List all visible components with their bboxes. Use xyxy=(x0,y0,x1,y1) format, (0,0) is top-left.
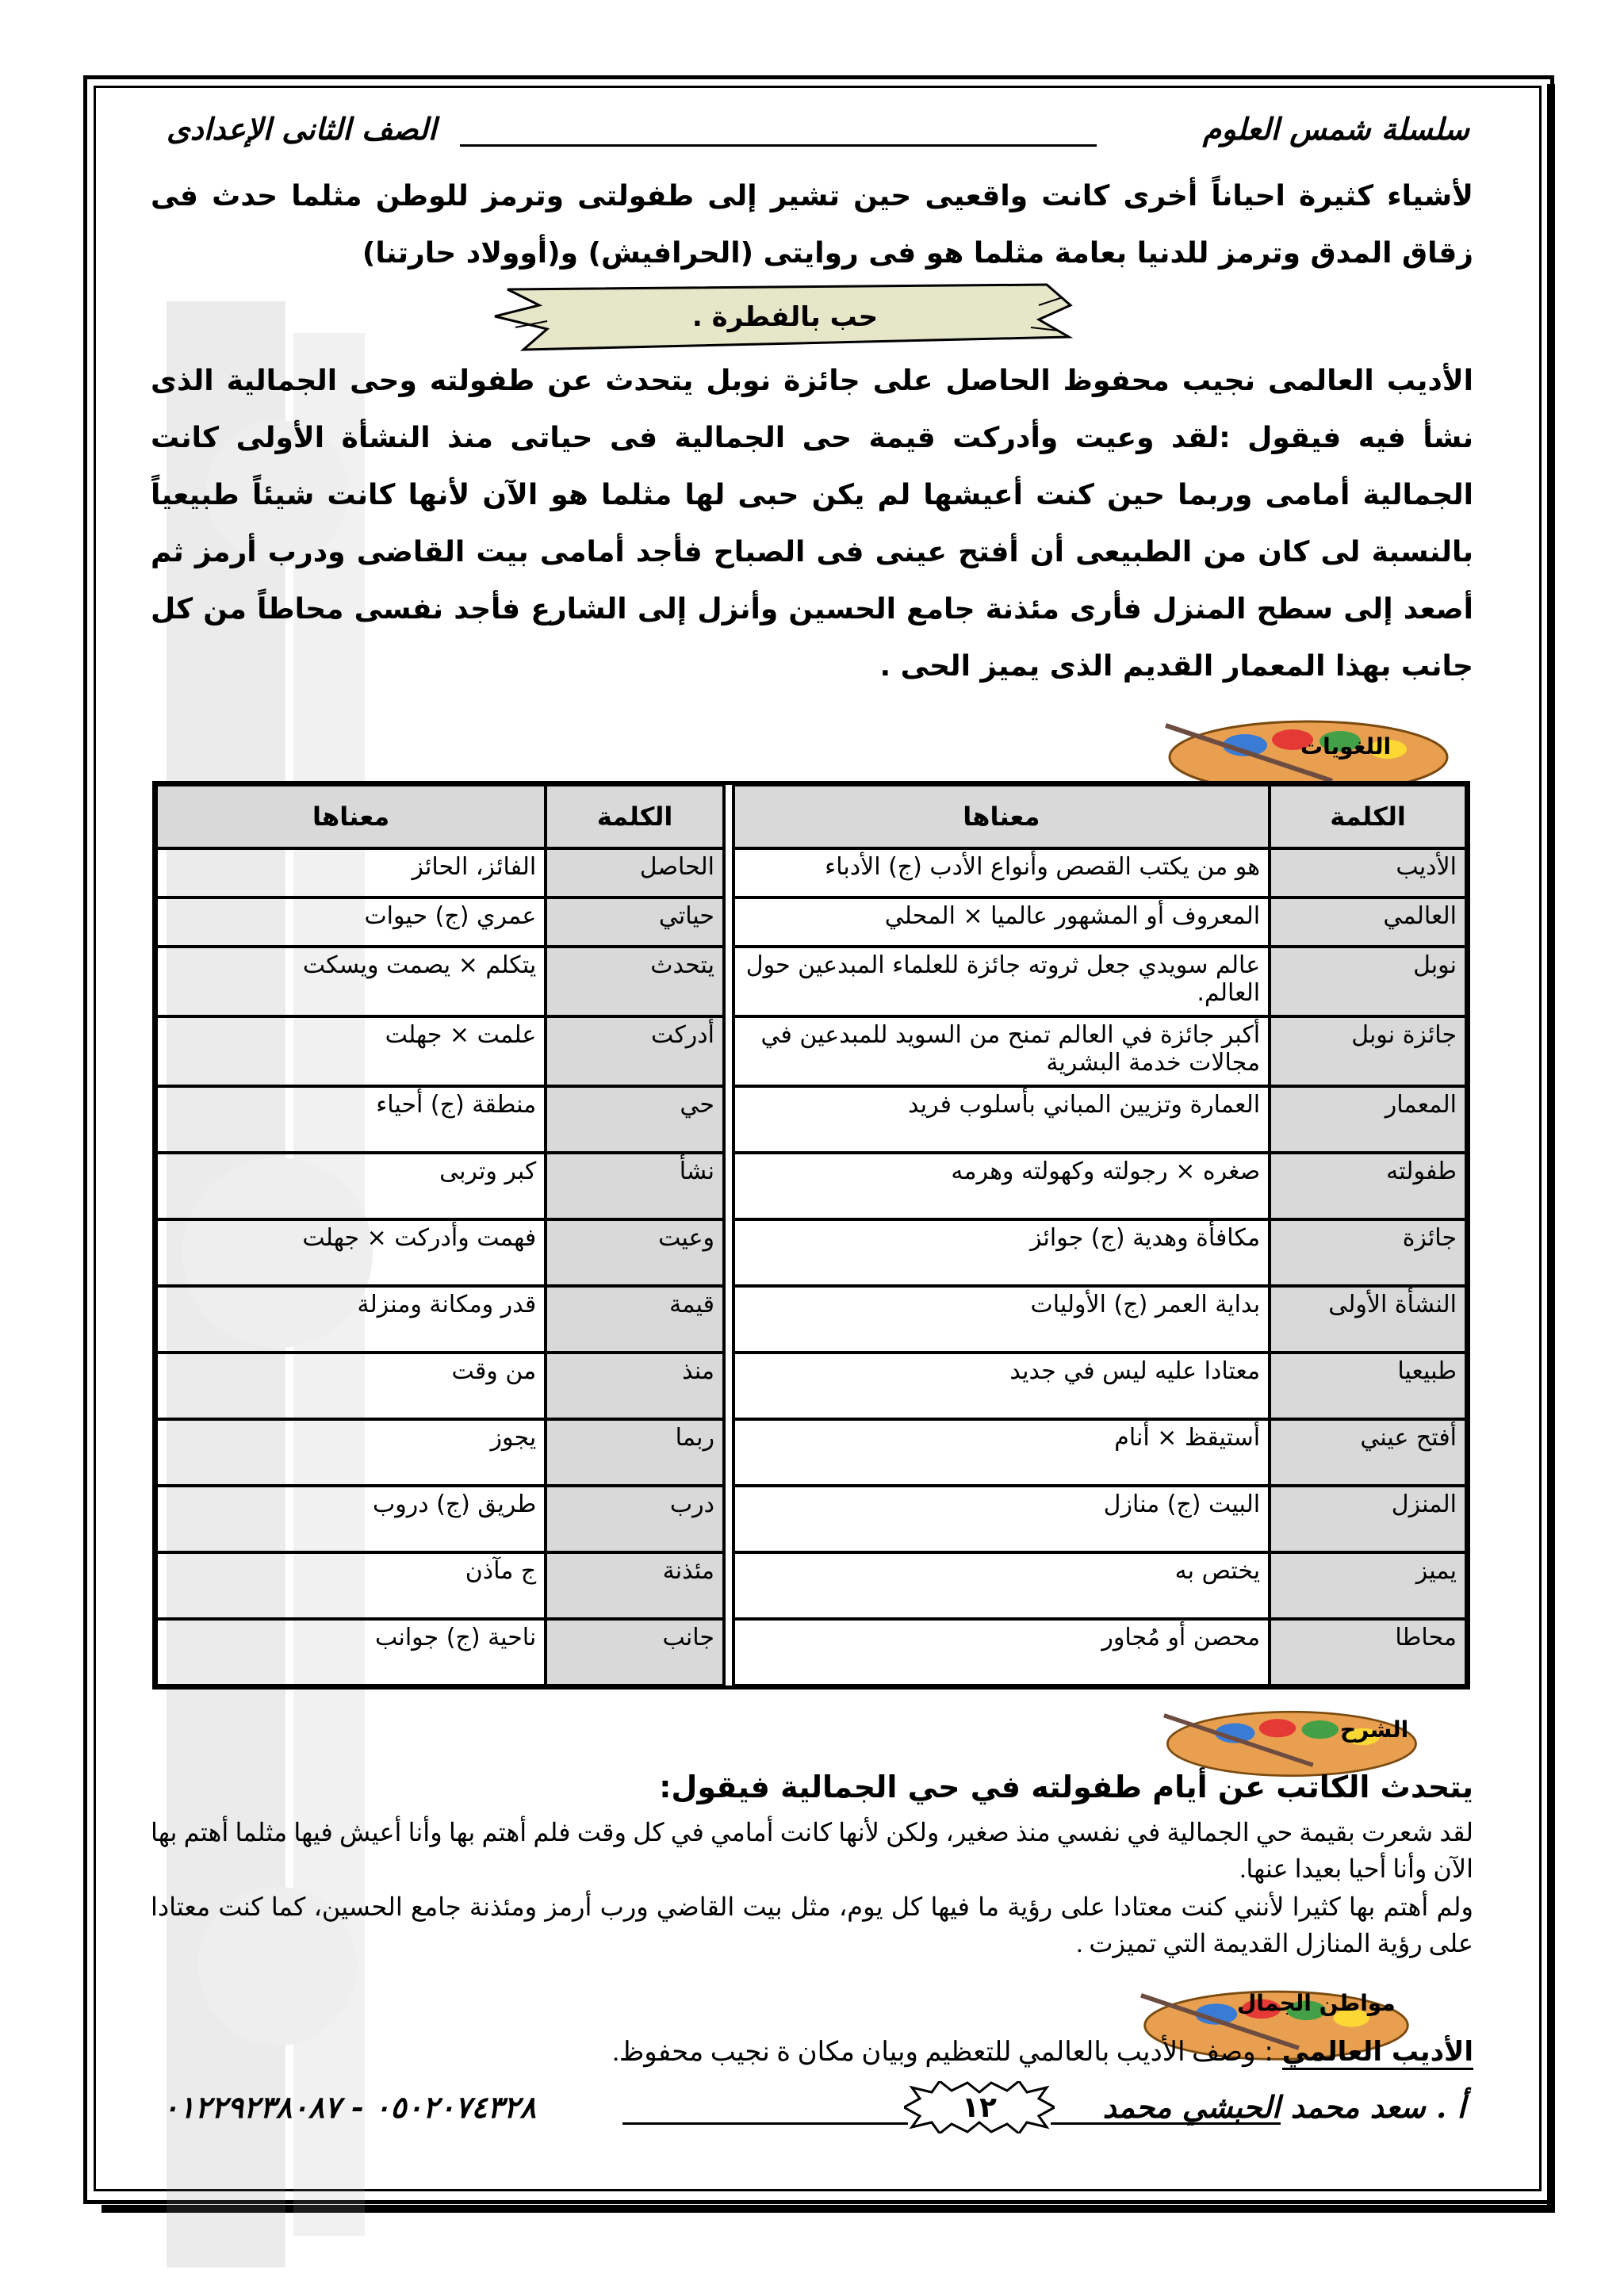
table-row xyxy=(156,1552,1466,1619)
meaning-cell: أستيقظ × أنام xyxy=(733,1419,1270,1486)
meaning-cell: ناحية (ج) جوانب xyxy=(156,1619,546,1686)
meaning-cell: منطقة (ج) أحياء xyxy=(156,1086,546,1153)
beauty-colon: : xyxy=(1264,2036,1274,2068)
vocab-label: اللغويات xyxy=(1300,733,1392,760)
table-row xyxy=(156,1619,1466,1686)
word-cell: طفولته xyxy=(1270,1153,1466,1219)
meaning-cell: البيت (ج) منازل xyxy=(733,1486,1270,1552)
page-footer xyxy=(163,2089,1465,2137)
meaning-cell: صغره × رجولته وكهولته وهرمه xyxy=(733,1153,1270,1219)
word-cell: يتحدث xyxy=(546,947,724,1016)
word-cell: درب xyxy=(546,1486,724,1552)
word-cell: نشأ xyxy=(546,1153,724,1219)
meaning-cell: المعروف أو المشهور عالميا × المحلي xyxy=(733,897,1270,947)
word-cell: ربما xyxy=(546,1419,724,1486)
footer-rule xyxy=(1051,2122,1281,2125)
explanation-body-1: لقد شعرت بقيمة حي الجمالية في نفسي منذ صغير، ولكن لأنها كانت أمامي في كل وقت فلم أهتم بها وأنا أعيش فيها مثلما أهتم بها الآن وأنا أحيا بعيدا عنها. xyxy=(151,1818,1474,1883)
word-cell: حي xyxy=(546,1086,724,1153)
table-row xyxy=(156,1353,1466,1419)
word-cell: العالمي xyxy=(1270,897,1466,947)
author-name: أ . سعد محمد الحبشي محمد xyxy=(1102,2089,1465,2125)
table-row xyxy=(156,1419,1466,1486)
meaning-cell: هو من يكتب القصص وأنواع الأدب (ج) الأدباء xyxy=(733,848,1270,897)
series-title: سلسلة شمس العلوم xyxy=(1202,111,1469,147)
table-row xyxy=(156,1153,1466,1219)
footer-rule xyxy=(622,2122,908,2125)
table-row xyxy=(156,1286,1466,1353)
table-header-meaning: معناها xyxy=(156,785,546,848)
main-paragraph: الأديب العالمى نجيب محفوظ الحاصل على جائزة نوبل يتحدث عن طفولته وحى الجمالية الذى نشأ فيه فيقول :لقد وعيت وأدركت قيمة حى الجمالية فى حياتى منذ النشأة الأولى كانت الجمالية أمامى وربما حين كنت أعيشها لم يكن حبى لها مثلما هو الآن لأنها كانت شيئاً طبيعياً بالنسبة لى كان من الطبيعى أن أفتح عينى فى الصباح فأجد أمامى بيت القاضى ودرب أرمز ثم أصعد إلى سطح المنزل فأرى مئذنة جامع الحسين وأنزل إلى الشارع فأجد نفسى محاطاً من كل جانب بهذا المعمار القديم الذى يميز الحى . xyxy=(151,365,1473,683)
vocabulary-table xyxy=(152,781,1470,1689)
table-row xyxy=(156,1086,1466,1153)
word-cell: مئذنة xyxy=(546,1552,724,1619)
meaning-cell: العمارة وتزيين المباني بأسلوب فريد xyxy=(733,1086,1270,1153)
meaning-cell: طريق (ج) دروب xyxy=(156,1486,546,1552)
meaning-cell: أكبر جائزة في العالم تمنح من السويد للمبدعين في مجالات خدمة البشرية xyxy=(733,1016,1270,1086)
beauty-line xyxy=(612,2036,1473,2068)
table-row xyxy=(156,1486,1466,1552)
meaning-cell: يتكلم × يصمت ويسكت xyxy=(156,947,546,1016)
word-cell: جائزة xyxy=(1270,1219,1466,1286)
beauty-term: الأديب العالمي xyxy=(1282,2036,1473,2070)
page-header xyxy=(167,111,1469,159)
section-title: حب بالفطرة . xyxy=(691,301,879,333)
meaning-cell: علمت × جهلت xyxy=(156,1016,546,1086)
word-cell: المنزل xyxy=(1270,1486,1466,1552)
intro-paragraph: لأشياء كثيرة احياناً أخرى كانت واقعيى حين تشير إلى طفولتى وترمز للوطن مثلما حدث فى زقاق المدق وترمز للدنيا بعامة مثلما هو فى روايتى (الحرافيش) و(أوولاد حارتنا) xyxy=(151,180,1473,270)
meaning-cell: فهمت وأدركت × جهلت xyxy=(156,1219,546,1286)
meaning-cell: مكافأة وهدية (ج) جوائز xyxy=(733,1219,1270,1286)
frame-shadow-right xyxy=(1547,84,1555,2213)
word-cell: الحاصل xyxy=(546,848,724,897)
meaning-cell: من وقت xyxy=(156,1353,546,1419)
word-cell: وعيت xyxy=(546,1219,724,1286)
table-row xyxy=(156,947,1466,1016)
beauty-label: مواطن الجمال xyxy=(1237,1990,1396,2016)
word-cell: منذ xyxy=(546,1353,724,1419)
table-row xyxy=(156,897,1466,947)
explanation-body-2: ولم أهتم بها كثيرا لأنني كنت معتادا على رؤية ما فيها كل يوم، مثل بيت القاضي ورب أرمز ومئذنة جامع الحسين، كما كنت معتادا على رؤية المنازل القديمة التي تميزت . xyxy=(151,1892,1474,1957)
table-row xyxy=(156,1016,1466,1086)
word-cell: النشأة الأولى xyxy=(1270,1286,1466,1353)
word-cell: نوبل xyxy=(1270,947,1466,1016)
phone-numbers: ٠٥٠٢٠٧٤٣٢٨ - ٠١٢٢٩٢٣٨٠٨٧ xyxy=(163,2089,536,2125)
meaning-cell: كبر وتربى xyxy=(156,1153,546,1219)
page-number: ١٢ xyxy=(962,2091,997,2124)
word-cell: أدركت xyxy=(546,1016,724,1086)
meaning-cell: بداية العمر (ج) الأوليات xyxy=(733,1286,1270,1353)
table-header-word: الكلمة xyxy=(1270,785,1466,848)
meaning-cell: يجوز xyxy=(156,1419,546,1486)
meaning-cell: عالم سويدي جعل ثروته جائزة للعلماء المبدعين حول العالم. xyxy=(733,947,1270,1016)
table-header-word: الكلمة xyxy=(546,785,724,848)
meaning-cell: الفائز، الحائز xyxy=(156,848,546,897)
grade-title: الصف الثانى الإعدادى xyxy=(167,111,437,147)
table-row xyxy=(156,1219,1466,1286)
word-cell: جانب xyxy=(546,1619,724,1686)
table-header-meaning: معناها xyxy=(733,785,1270,848)
explanation-label: الشرح xyxy=(1340,1716,1409,1743)
table-row xyxy=(156,848,1466,897)
beauty-text: وصف الأديب بالعالمي للتعظيم وبيان مكان ة نجيب محفوظ. xyxy=(612,2038,1256,2067)
meaning-cell: محصن أو مُجاور xyxy=(733,1619,1270,1686)
meaning-cell: يختص به xyxy=(733,1552,1270,1619)
word-cell: أفتح عيني xyxy=(1270,1419,1466,1486)
word-cell: جائزة نوبل xyxy=(1270,1016,1466,1086)
explanation-heading: يتحدث الكاتب عن أيام طفولته في حي الجمالية فيقول: xyxy=(659,1770,1473,1804)
meaning-cell: قدر ومكانة ومنزلة xyxy=(156,1286,546,1353)
word-cell: الأديب xyxy=(1270,848,1466,897)
word-cell: المعمار xyxy=(1270,1086,1466,1153)
meaning-cell: ج مآذن xyxy=(156,1552,546,1619)
meaning-cell: عمري (ج) حيوات xyxy=(156,897,546,947)
word-cell: يميز xyxy=(1270,1552,1466,1619)
header-rule xyxy=(460,144,1097,147)
word-cell: طبيعيا xyxy=(1270,1353,1466,1419)
word-cell: قيمة xyxy=(546,1286,724,1353)
word-cell: محاطا xyxy=(1270,1619,1466,1686)
word-cell: حياتي xyxy=(546,897,724,947)
meaning-cell: معتادا عليه ليس في جديد xyxy=(733,1353,1270,1419)
